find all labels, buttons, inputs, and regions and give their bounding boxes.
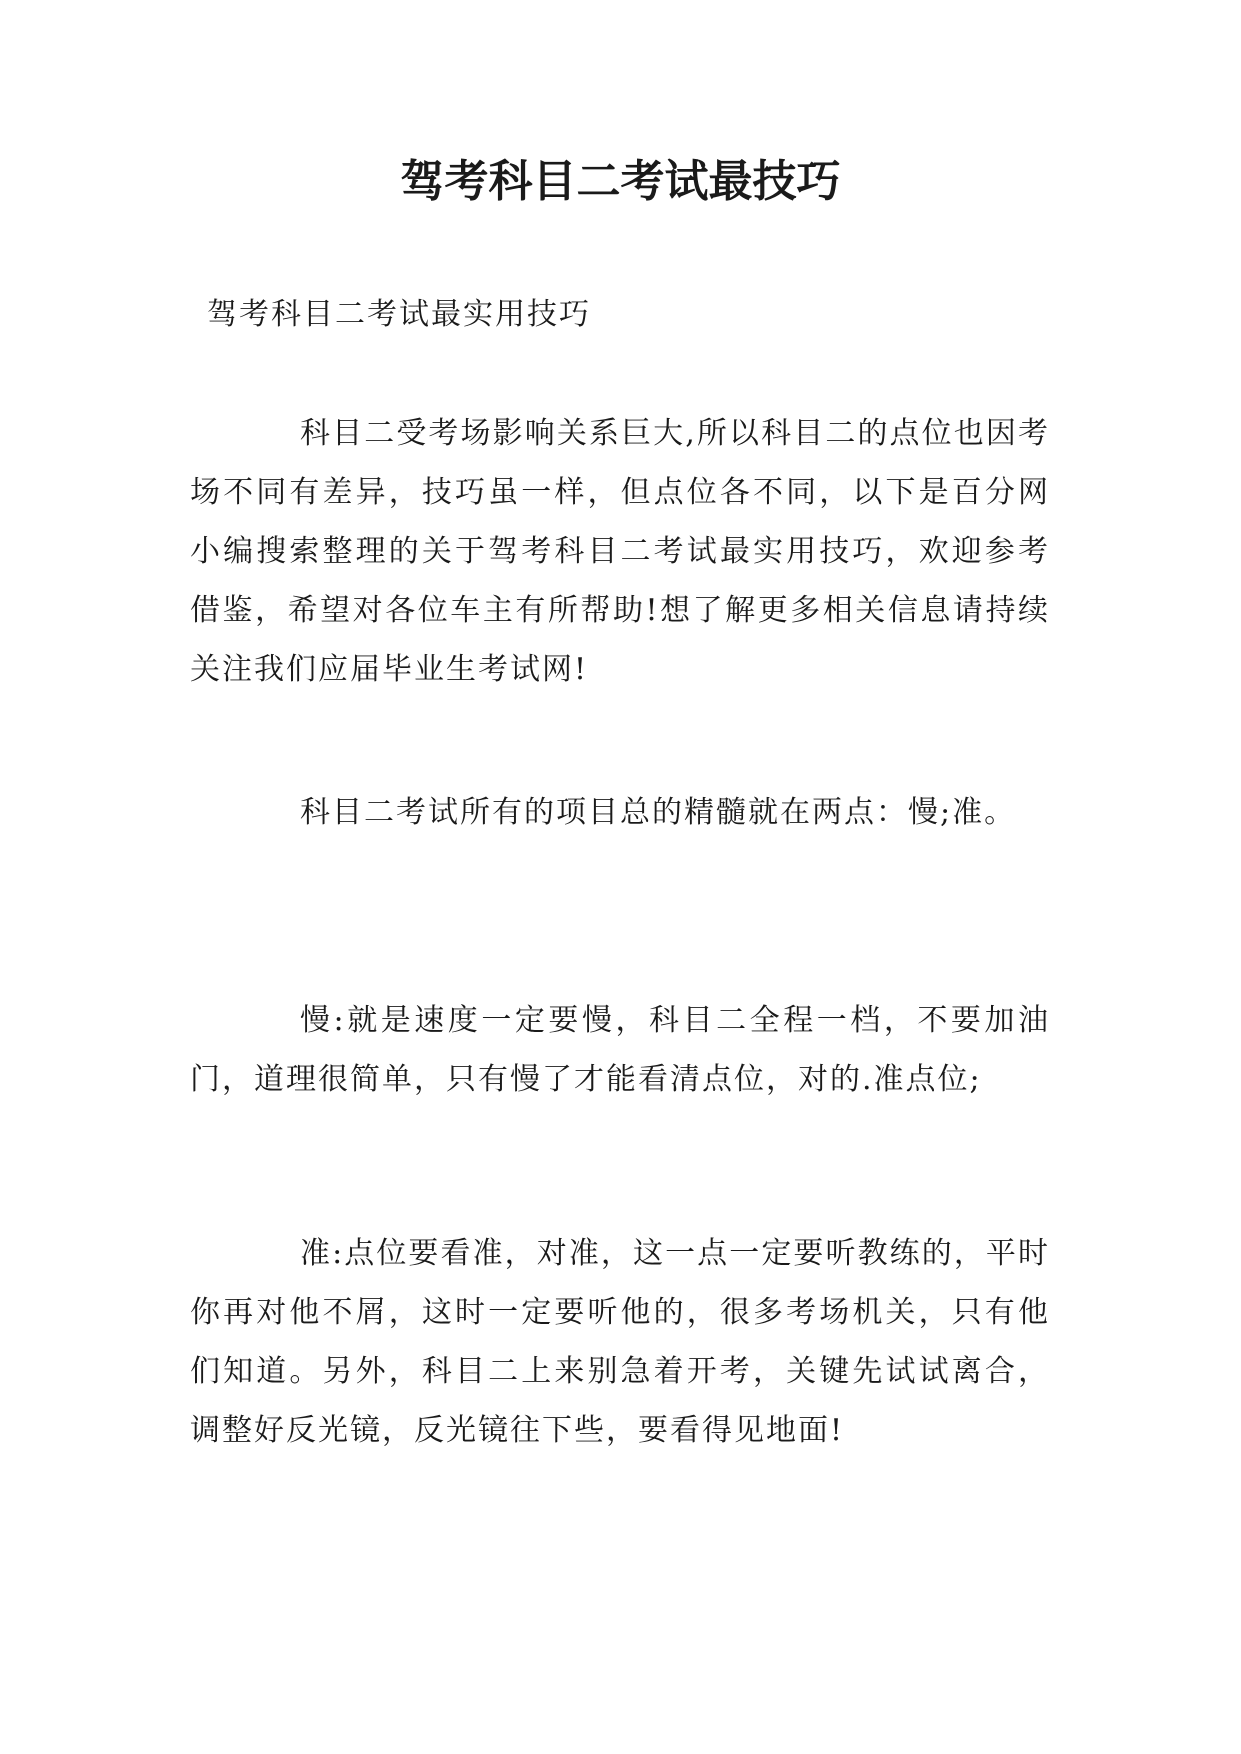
- paragraph-intro: 科目二受考场影响关系巨大,所以科目二的点位也因考场不同有差异，技巧虽一样，但点位各不同，以下是百分网小编搜索整理的关于驾考科目二考试最实用技巧，欢迎参考借鉴，希望对各位车主有所帮助!想了解更多相关信息请持续关注我们应届毕业生考试网!: [190, 416, 1050, 687]
- document-subtitle: 驾考科目二考试最实用技巧: [207, 297, 591, 332]
- document-title: 驾考科目二考试最技巧: [400, 156, 841, 207]
- paragraph-accurate: 准:点位要看准，对准，这一点一定要听教练的，平时你再对他不屑，这时一定要听他的，很多考场机关，只有他们知道。另外，科目二上来别急着开考，关键先试试离合，调整好反光镜，反光镜往下些，要看得见地面!: [190, 1236, 1050, 1448]
- paragraph-essence: 科目二考试所有的项目总的精髓就在两点：慢;准。: [300, 795, 1017, 830]
- paragraph-slow: 慢:就是速度一定要慢，科目二全程一档，不要加油门，道理很简单，只有慢了才能看清点位，对的.准点位;: [190, 1003, 1050, 1097]
